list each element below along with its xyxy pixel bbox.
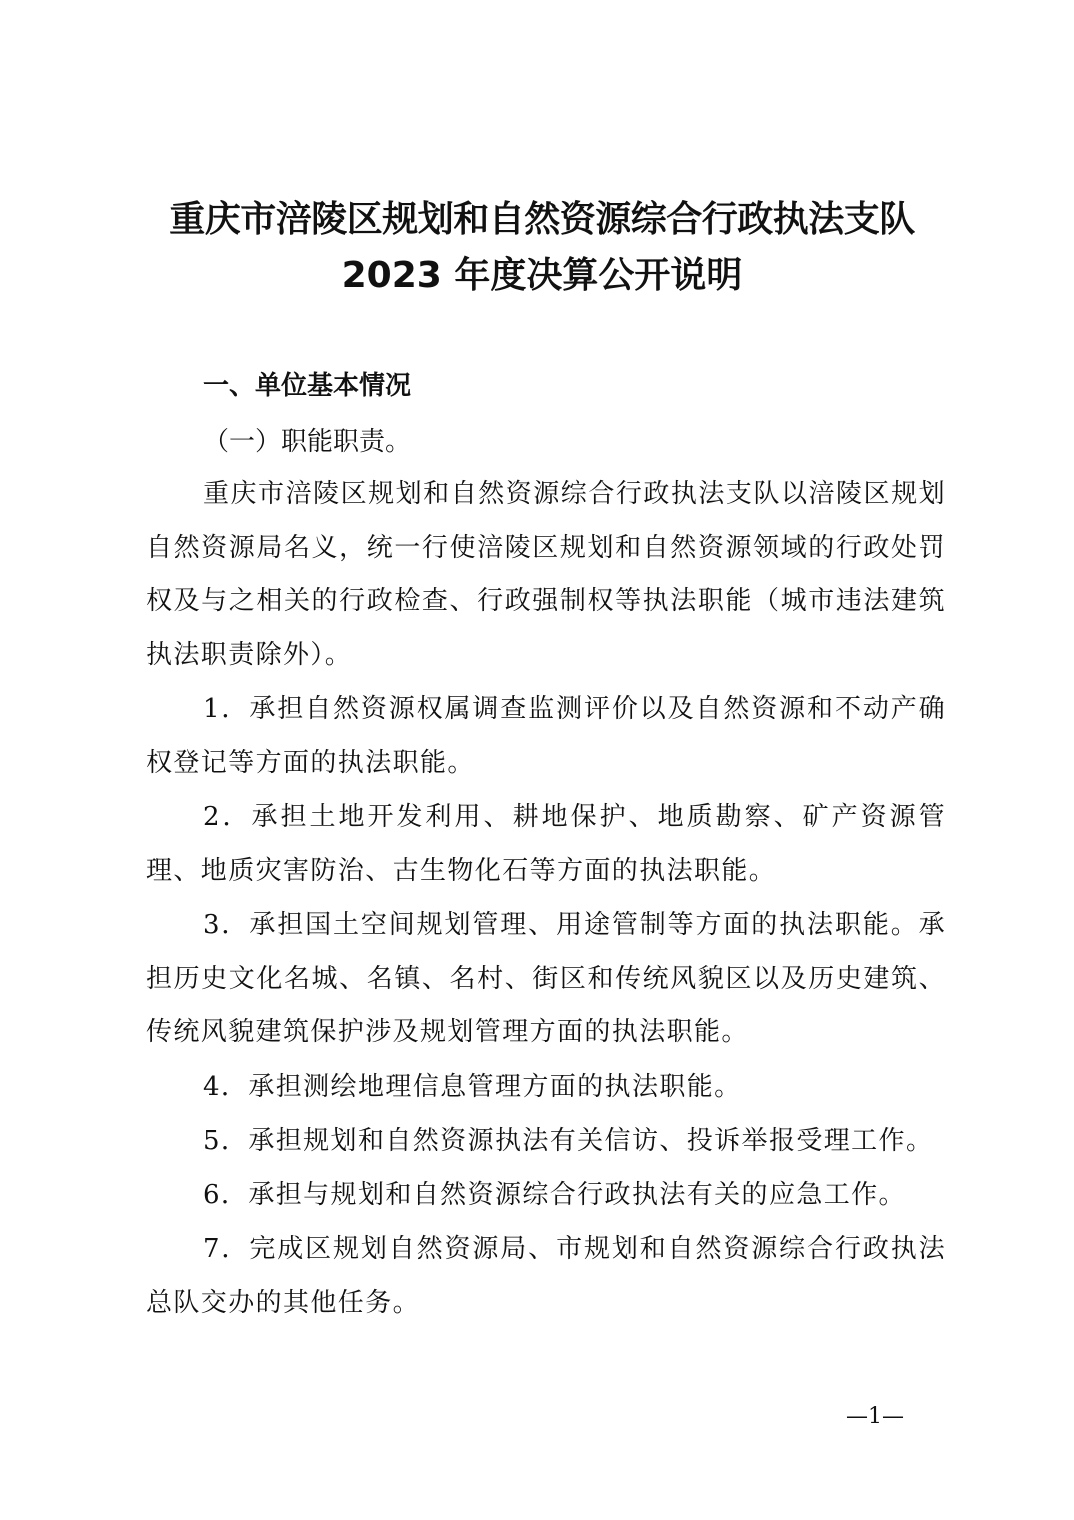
paragraph-item-7: 7．完成区规划自然资源局、市规划和自然资源综合行政执法总队交办的其他任务。 [146, 1234, 946, 1318]
subsection-heading: （一）职能职责。 [203, 427, 412, 457]
paragraph-item-5: 5．承担规划和自然资源执法有关信访、投诉举报受理工作。 [203, 1126, 934, 1156]
paragraph-item-6: 6．承担与规划和自然资源综合行政执法有关的应急工作。 [203, 1180, 906, 1210]
section-heading: 一、单位基本情况 [203, 371, 412, 401]
paragraph-item-1: 1．承担自然资源权属调查监测评价以及自然资源和不动产确权登记等方面的执法职能。 [146, 694, 946, 778]
document-title-line-2: 2023 年度决算公开说明 [341, 255, 743, 296]
paragraph-intro: 重庆市涪陵区规划和自然资源综合行政执法支队以涪陵区规划自然资源局名义，统一行使涪陵区规划和自然资源领域的行政处罚权及与之相关的行政检查、行政强制权等执法职能（城市违法建筑执法职责除外）。 [146, 479, 946, 670]
page-number: —1— [846, 1404, 904, 1429]
paragraph-item-4: 4．承担测绘地理信息管理方面的执法职能。 [203, 1072, 742, 1102]
paragraph-item-2: 2．承担土地开发利用、耕地保护、地质勘察、矿产资源管理、地质灾害防治、古生物化石等方面的执法职能。 [146, 802, 946, 886]
document-title-line-1: 重庆市涪陵区规划和自然资源综合行政执法支队 [169, 199, 915, 240]
paragraph-item-3: 3．承担国土空间规划管理、用途管制等方面的执法职能。承担历史文化名城、名镇、名村、街区和传统风貌区以及历史建筑、传统风貌建筑保护涉及规划管理方面的执法职能。 [146, 910, 946, 1047]
